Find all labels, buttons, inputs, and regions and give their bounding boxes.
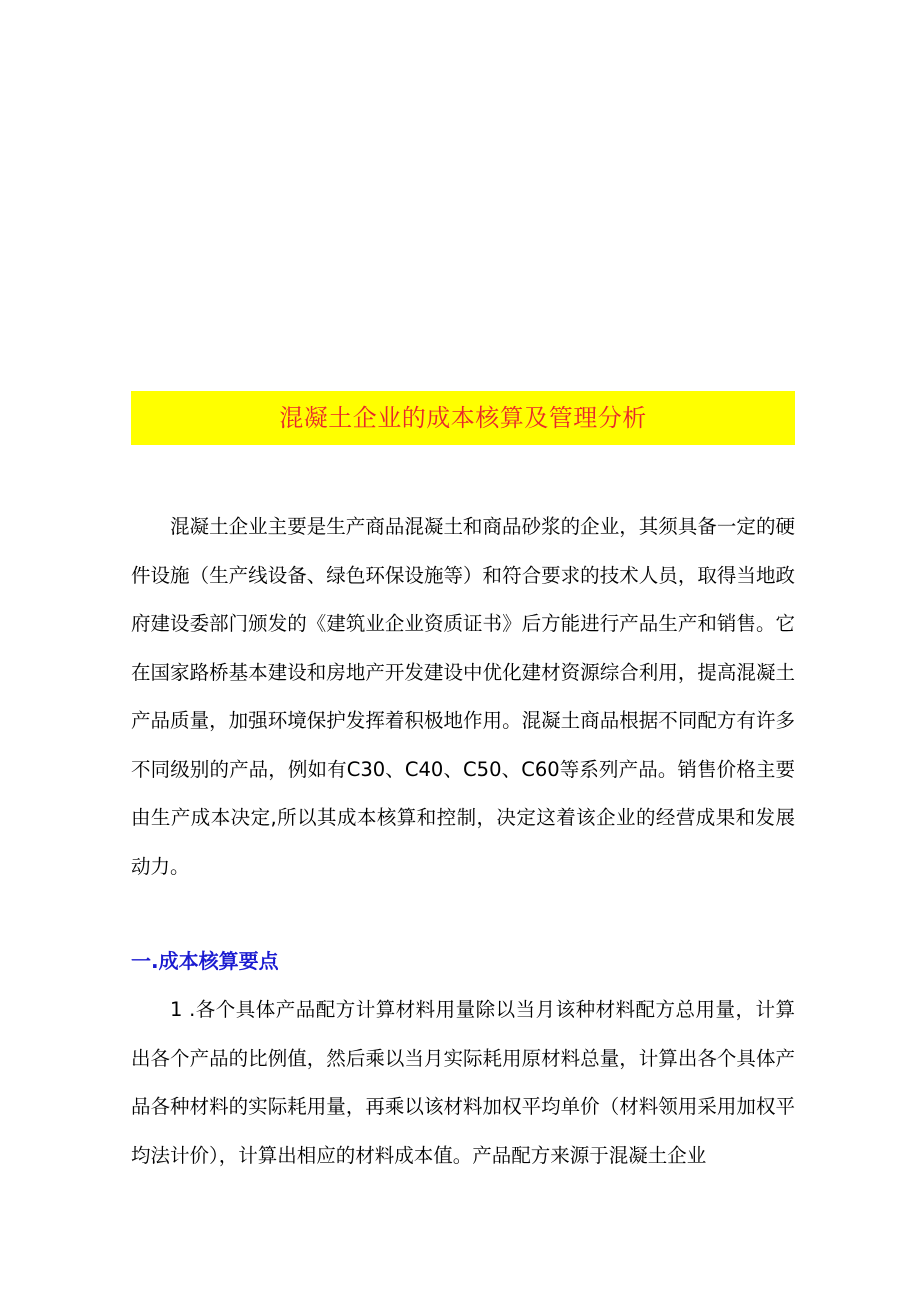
section-heading-cost-accounting: 一.成本核算要点 <box>131 949 279 973</box>
title-banner <box>131 391 795 445</box>
section-1-point-1: 1 .各个具体产品配方计算材料用量除以当月该种材料配方总用量，计算出各个产品的比例值，然后乘以当月实际耗用原材料总量，计算出各个具体产品各种材料的实际耗用量，再乘以该材料加权平均单价（材料领用采用加权平均法计价），计算出相应的材料成本值。产品配方来源于混凝土企业 <box>131 998 795 1167</box>
intro-paragraph: 混凝土企业主要是生产商品混凝土和商品砂浆的企业，其须具备一定的硬件设施（生产线设备、绿色环保设施等）和符合要求的技术人员，取得当地政府建设委部门颁发的《建筑业企业资质证书》后方能进行产品生产和销售。它在国家路桥基本建设和房地产开发建设中优化建材资源综合利用，提高混凝土产品质量，加强环境保护发挥着积极地作用。混凝土商品根据不同配方有许多不同级别的产品，例如有C30、C40、C50、C60等系列产品。销售价格主要由生产成本决定,所以其成本核算和控制，决定这着该企业的经营成果和发展动力。 <box>131 515 795 878</box>
document-title: 混凝土企业的成本核算及管理分析 <box>279 404 647 432</box>
